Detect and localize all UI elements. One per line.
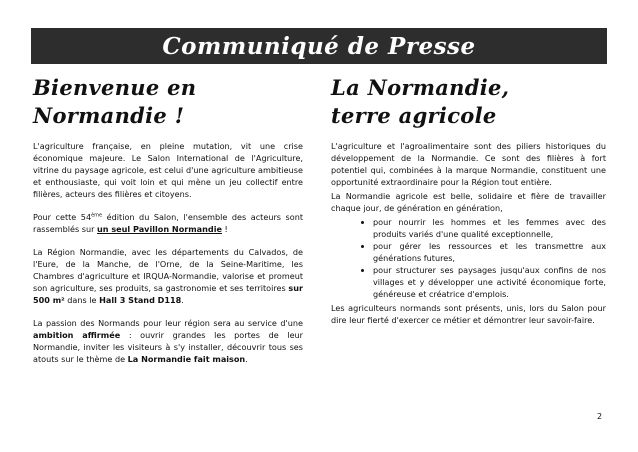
left-paragraph-3: La Région Normandie, avec les départements du Calvados, de l'Eure, de la Manche, de l'Orne, de la Seine-Maritime, les Chambres d'agriculture et IRQUA-Normandie, valorise et promeut son agriculture, ses produits, sa gastronomie et ses territoires sur 500 m² dans le Hall 3 Stand D118. (33, 247, 303, 305)
left-heading-line1: Bienvenue en (33, 75, 197, 100)
right-heading (331, 74, 606, 130)
left-paragraph-2: Pour cette 54ème édition du Salon, l'ensemble des acteurs sont rassemblés sur un seul Pavillon Normandie ! (33, 212, 303, 234)
banner-title: Communiqué de Presse (162, 32, 476, 60)
left-heading-line2: Normandie ! (33, 103, 185, 128)
right-heading-line2: terre agricole (331, 103, 497, 128)
left-paragraph-1: L'agriculture française, en pleine mutation, vit une crise économique majeure. Le Salon International de l'Agriculture, vitrine du paysage agricole, est celui d'une agriculture ambitieuse et enthousiaste, qui voit loin et qui mène un jeu collectif entre filières, acteurs des filières et citoyens. (33, 141, 303, 199)
left-paragraph-4: La passion des Normands pour leur région sera au service d'une ambition affirmée : ouvrir grandes les portes de leur Normandie, inviter les visiteurs à s'y installer, découvrir tous ses atouts sur le thème de La Normandie fait maison. (33, 318, 304, 364)
right-paragraph-1: L'agriculture et l'agroalimentaire sont des piliers historiques du développement de la Normandie. Ce sont des filières à fort potentiel qui, combinées à la marque Normandie, constituent une opportunité extraordinaire pour la Région tout entière. (331, 141, 606, 187)
right-bullet-list (331, 216, 606, 300)
left-column (33, 74, 303, 376)
right-column (331, 74, 606, 328)
right-heading-line1: La Normandie, (331, 75, 510, 100)
list-item: • pour structurer ses paysages jusqu'aux confins de nos villages et y développer une activité économique forte, généreuse et créatrice d'emplois. (373, 264, 606, 300)
list-item: • pour nourrir les hommes et les femmes avec des produits variés d'une qualité exceptionnelle, (373, 216, 606, 240)
left-heading (33, 74, 303, 130)
page-number: 2 (597, 412, 603, 421)
press-release-banner (31, 28, 607, 64)
list-item: • pour gérer les ressources et les transmettre aux générations futures, (373, 240, 606, 264)
right-paragraph-3: Les agriculteurs normands sont présents, unis, lors du Salon pour dire leur fierté d'exercer ce métier et démontrer leur savoir-faire. (331, 303, 606, 325)
right-paragraph-2: La Normandie agricole est belle, solidaire et fière de travailler chaque jour, de génération en génération, (331, 191, 606, 213)
